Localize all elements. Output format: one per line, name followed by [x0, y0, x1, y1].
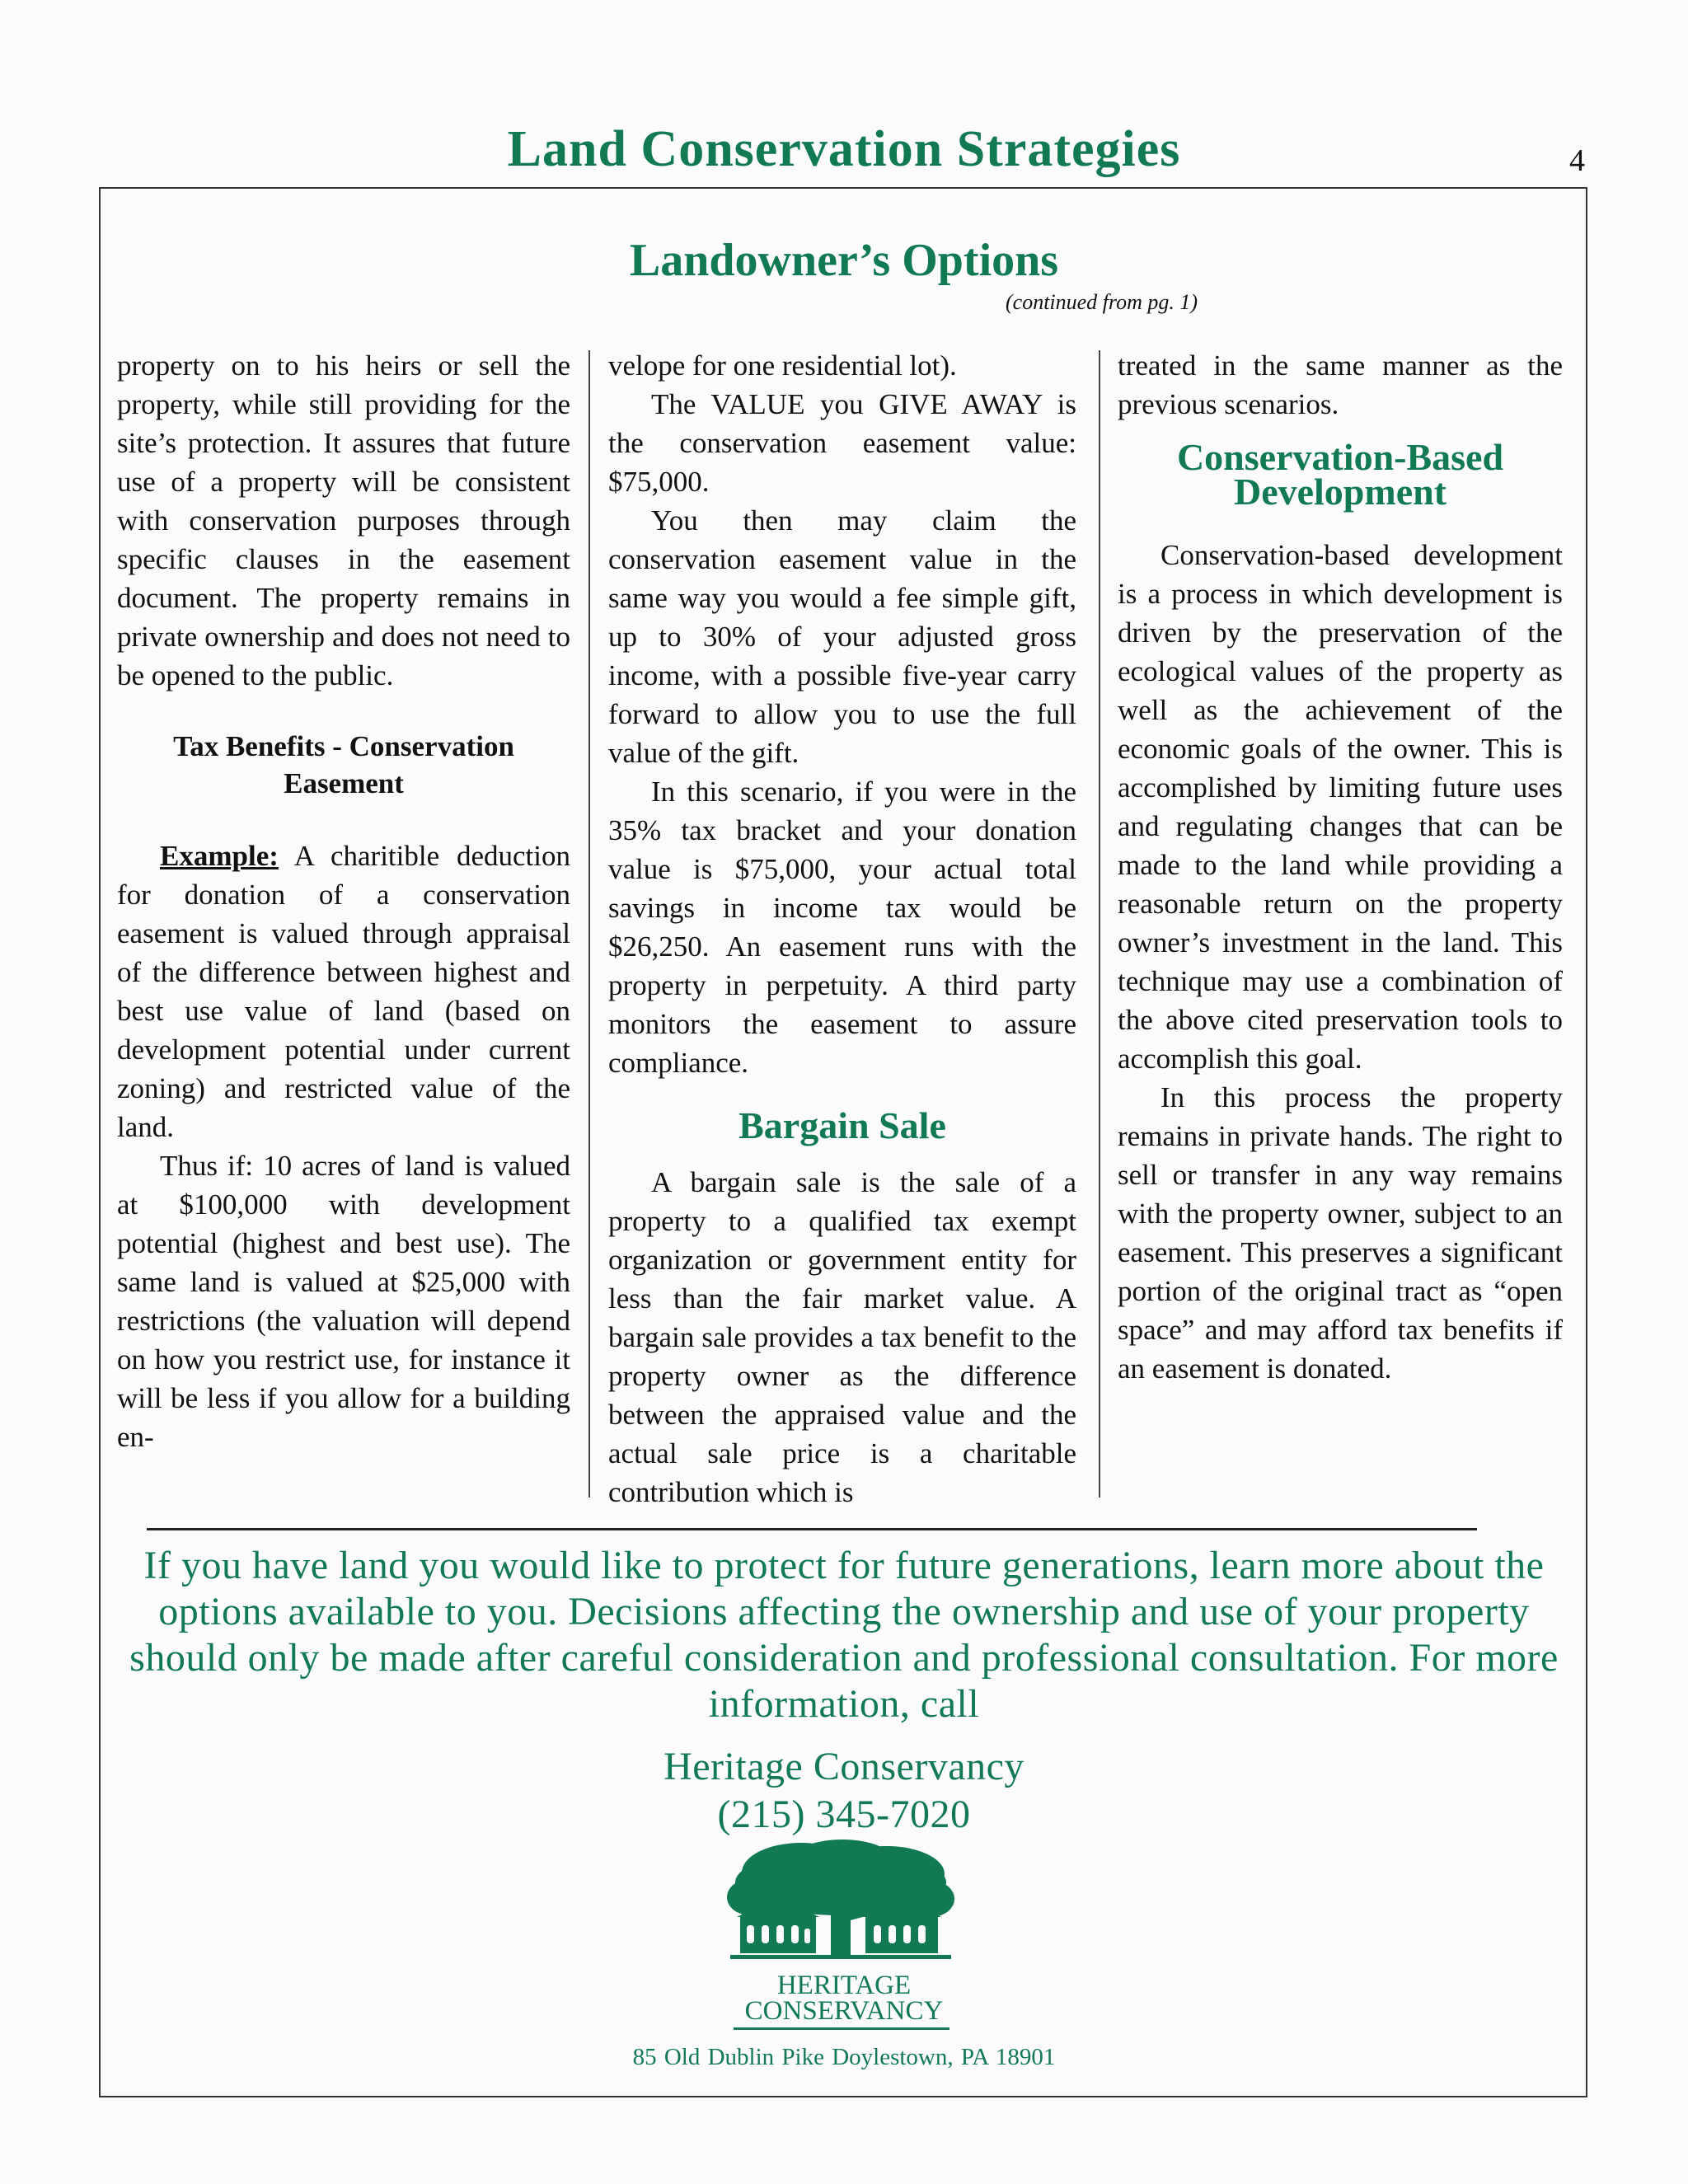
- conservation-based-development-heading: Conservation-Based Development: [1176, 436, 1504, 513]
- call-to-action: If you have land you would like to protect for future generations, learn more about the options available to you. Decisions affecting the ownership and use of your property should only be made after careful consideration and professional consultation. For more information, call: [129, 1544, 1559, 1726]
- paragraph: In this scenario, if you were in the 35% tax bracket and your donation value is $75,000, your actual total savings in income tax would be $26,250. An easement runs with the property in perpetuity. A third party monitors the easement to assure compliance.: [608, 776, 1076, 1079]
- article-column-1: [117, 346, 570, 1456]
- bargain-sale-heading: Bargain Sale: [738, 1104, 946, 1146]
- page-number: 4: [1569, 143, 1585, 178]
- paragraph: You then may claim the conservation easement value in the same way you would a fee simple gift, up to 30% of your adjusted gross income, with a possible five-year carry forward to allow you to use the full value of the gift.: [608, 504, 1076, 769]
- page-title: Land Conservation Strategies: [507, 121, 1181, 177]
- column-divider: [588, 350, 590, 1497]
- article-column-3: [1118, 346, 1563, 1388]
- example-label: Example:: [160, 840, 279, 872]
- paragraph: A bargain sale is the sale of a property to a qualified tax exempt organization or government entity for less than the fair market value. A bargain sale provides a tax benefit to the property owner as the difference between the appraised value and the actual sale price is a charitable contribution which is: [608, 1166, 1076, 1508]
- address: 85 Old Dublin Pike Doylestown, PA 18901: [632, 2044, 1056, 2070]
- logo-text-heritage: HERITAGE: [776, 1971, 912, 2000]
- paragraph: In this process the property remains in private hands. The right to sell or transfer in any way remains with the property owner, subject to an easement. This preserves a significant portion of the original tract as “open space” and may afford tax benefits if an easement is donated.: [1118, 1081, 1563, 1385]
- tax-benefits-heading: Tax Benefits - Conservation Easement: [173, 730, 514, 799]
- logo-underline: [734, 2027, 950, 2030]
- paragraph: Conservation-based development is a process in which development is driven by the preservation of the ecological values of the property as well as the achievement of the economic goals of the owner. This is accomplished by limiting future uses and regulating changes that can be made to the land while providing a reasonable return on the property owner’s investment in the land. This technique may use a combination of the above cited preservation tools to accomplish this goal.: [1118, 539, 1563, 1075]
- paragraph: velope for one residential lot).: [608, 349, 957, 382]
- column-divider: [1099, 350, 1100, 1497]
- phone-number: (215) 345-7020: [717, 1793, 971, 1836]
- article-column-2: [608, 346, 1076, 1511]
- paragraph: property on to his heirs or sell the property, while still providing for the site’s protection. It assures that future use of a property will be consistent with conservation purposes through specific clauses in the easement document. The property remains in private ownership and does not need to be opened to the public.: [117, 349, 570, 691]
- logo-text-conservancy: CONSERVANCY: [744, 1996, 944, 2026]
- example-text: A charitible deduction for donation of a conservation easement is valued through appraisal of the difference between highest and best use value of land (based on development potential under current zoning) and restricted value of the land.: [117, 840, 570, 1143]
- oak-tree-logo-icon: [725, 1840, 956, 1971]
- paragraph: treated in the same manner as the previous scenarios.: [1118, 349, 1563, 420]
- horizontal-rule: [147, 1528, 1477, 1530]
- organization-name: Heritage Conservancy: [663, 1745, 1025, 1788]
- paragraph: The VALUE you GIVE AWAY is the conservation easement value: $75,000.: [608, 388, 1076, 498]
- example-paragraph: [117, 837, 570, 1146]
- section-title: Landowner’s Options: [629, 235, 1059, 286]
- continued-note: (continued from pg. 1): [1006, 290, 1198, 314]
- paragraph: Thus if: 10 acres of land is valued at $100,000 with development potential (highest and best use). The same land is valued at $25,000 with restrictions (the valuation will depend on how you restrict use, for instance it will be less if you allow for a building en-: [117, 1150, 570, 1453]
